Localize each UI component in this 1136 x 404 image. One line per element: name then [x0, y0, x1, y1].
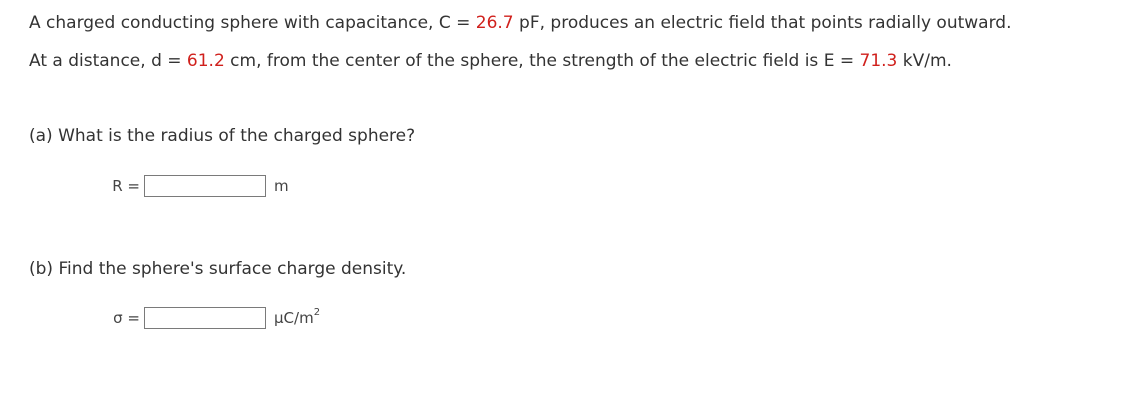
problem-line-2: [29, 51, 952, 71]
part-a-question: (a) What is the radius of the charged sphere?: [29, 126, 416, 146]
charge-density-unit-base: μC/m: [274, 309, 314, 327]
charge-density-label: σ =: [113, 309, 140, 327]
problem-text: At a distance, d =: [29, 51, 187, 71]
part-a-answer-row: [100, 175, 289, 197]
radius-input[interactable]: [144, 175, 266, 197]
problem-text: cm, from the center of the sphere, the strength of the electric field is E =: [224, 51, 860, 71]
part-b-answer-row: [100, 307, 320, 329]
capacitance-value: 26.7: [475, 13, 514, 33]
field-strength-value: 71.3: [859, 51, 898, 71]
part-b-question: (b) Find the sphere's surface charge density.: [29, 259, 407, 279]
charge-density-input[interactable]: [144, 307, 266, 329]
charge-density-unit-exponent: 2: [313, 307, 321, 318]
radius-unit: m: [274, 177, 289, 195]
problem-line-1: [29, 13, 1011, 33]
problem-text: pF, produces an electric field that points radially outward.: [513, 13, 1012, 33]
problem-text: kV/m.: [897, 51, 952, 71]
problem-text: A charged conducting sphere with capacitance, C =: [29, 13, 476, 33]
radius-label: R =: [112, 177, 140, 195]
distance-value: 61.2: [186, 51, 225, 71]
charge-density-unit: [274, 309, 320, 327]
